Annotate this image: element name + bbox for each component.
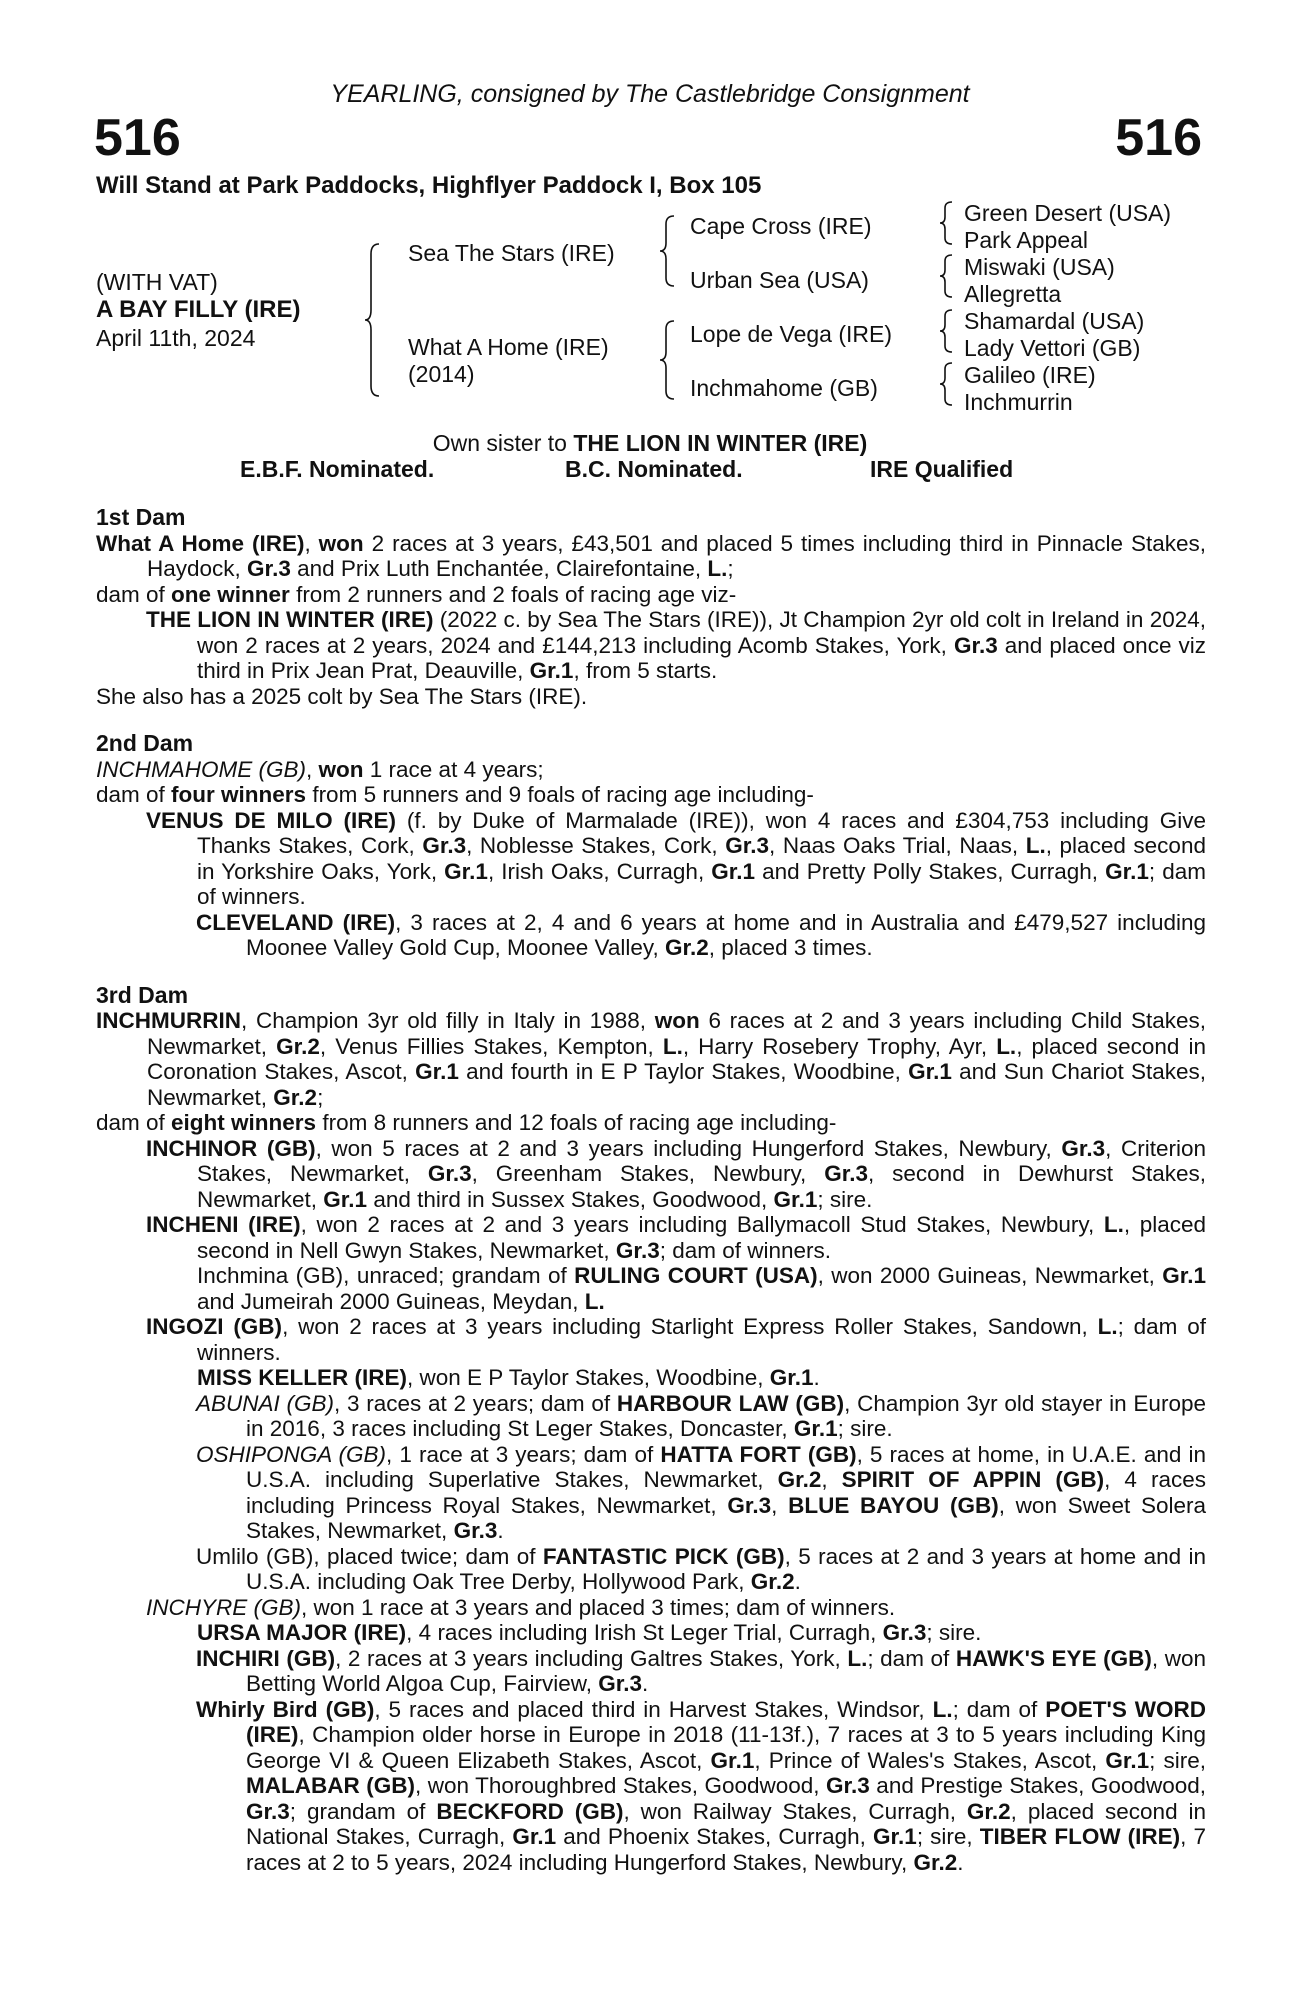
produce-entry: VENUS DE MILO (IRE) (f. by Duke of Marmalade (IRE)), won 4 races and £304,753 including Give Thanks Stakes, Cork, Gr.3, Noblesse Stakes, Cork, Gr.3, Naas Oaks Trial, Naas, L., placed second in Yorkshire Oaks, York, Gr.1, Irish Oaks, Curragh, Gr.1 and Pretty Polly Stakes, Curragh, Gr.1; dam of winners. [146, 807, 1207, 909]
pedigree-brace-dam [660, 318, 680, 402]
produce-summary: dam of four winners from 5 runners and 9 foals of racing age including- [96, 782, 814, 807]
produce-entry: INCHYRE (GB), won 1 race at 3 years and placed 3 times; dam of winners. [146, 1594, 896, 1620]
pedigree-sire: Sea The Stars (IRE) [408, 240, 615, 266]
pedigree-brace-sire [660, 213, 680, 289]
produce-entry: Whirly Bird (GB), 5 races and placed third in Harvest Stakes, Windsor, L.; dam of POET'S WORD (IRE), Champion older horse in Europe in 2018 (11-13f.), 7 races at 3 to 5 years including King George VI & Queen Elizabeth Stakes, Ascot, Gr.1, Prince of Wales's Stakes, Ascot, Gr.1; sire, MALABAR (GB), won Thoroughbred Stakes, Goodwood, Gr.3 and Prestige Stakes, Goodwood, Gr.3; grandam of BECKFORD (GB), won Railway Stakes, Curragh, Gr.2, placed second in National Stakes, Curragh, Gr.1 and Phoenix Stakes, Curragh, Gr.1; sire, TIBER FLOW (IRE), 7 races at 2 to 5 years, 2024 including Hungerford Stakes, Newbury, Gr.2. [196, 1696, 1206, 1875]
section-heading: 1st Dam [96, 504, 186, 530]
produce-entry: ABUNAI (GB), 3 races at 2 years; dam of HARBOUR LAW (GB), Champion 3yr old stayer in Europe in 2016, 3 races including St Leger Stakes, Doncaster, Gr.1; sire. [196, 1390, 1206, 1441]
pedigree-g2: Park Appeal [964, 227, 1089, 253]
first-dam-section [96, 505, 1206, 709]
produce-entry: INCHINOR (GB), won 5 races at 2 and 3 years including Hungerford Stakes, Newbury, Gr.3, Criterion Stakes, Newmarket, Gr.3, Greenham Stakes, Newbury, Gr.3, second in Dewhurst Stakes, Newmarket, Gr.1 and third in Sussex Stakes, Goodwood, Gr.1; sire. [146, 1135, 1206, 1212]
ebf-nominated: E.B.F. Nominated. [240, 456, 435, 482]
own-sister-line: Own sister to THE LION IN WINTER (IRE) [432, 430, 868, 456]
bc-nominated: B.C. Nominated. [565, 456, 743, 482]
dam-paragraph: What A Home (IRE), won 2 races at 3 years, £43,501 and placed 5 times including third in Pinnacle Stakes, Haydock, Gr.3 and Prix Luth Enchantée, Clairefontaine, L.; [96, 530, 1206, 581]
pedigree-g1: Green Desert (USA) [964, 200, 1172, 226]
lot-info [96, 268, 301, 352]
pedigree-dam-year: (2014) [408, 361, 475, 387]
ire-qualified: IRE Qualified [870, 456, 1014, 482]
produce-summary: dam of one winner from 2 runners and 2 foals of racing age viz- [96, 581, 737, 607]
produce-entry: INCHENI (IRE), won 2 races at 2 and 3 years including Ballymacoll Stud Stakes, Newbury, L., placed second in Nell Gwyn Stakes, Newmarket, Gr.3; dam of winners. [146, 1212, 1206, 1263]
third-dam-section [96, 983, 1206, 1876]
produce-entry: URSA MAJOR (IRE), 4 races including Irish St Leger Trial, Curragh, Gr.3; sire. [197, 1620, 982, 1645]
section-heading: 3rd Dam [96, 981, 189, 1008]
produce-entry: INCHIRI (GB), 2 races at 3 years including Galtres Stakes, York, L.; dam of HAWK'S EYE (GB), won Betting World Algoa Cup, Fairview, Gr.3. [196, 1645, 1206, 1696]
pedigree-brace-g34 [940, 253, 956, 299]
pedigree-brace-g12 [940, 200, 956, 246]
section-heading: 2nd Dam [96, 730, 194, 756]
pedigree-dam: What A Home (IRE) [408, 334, 609, 360]
produce-entry: INGOZI (GB), won 2 races at 3 years including Starlight Express Roller Stakes, Sandown, L.; dam of winners. [146, 1314, 1207, 1365]
vat-label: (WITH VAT) [96, 269, 218, 295]
foaling-date: April 11th, 2024 [96, 325, 256, 351]
lot-number-left: 516 [94, 109, 181, 167]
dam-paragraph: INCHMURRIN, Champion 3yr old filly in Italy in 1988, won 6 races at 2 and 3 years including Child Stakes, Newmarket, Gr.2, Venus Fillies Stakes, Kempton, L., Harry Rosebery Trophy, Ayr, L., placed second in Coronation Stakes, Ascot, Gr.1 and fourth in E P Taylor Stakes, Woodbine, Gr.1 and Sun Chariot Stakes, Newmarket, Gr.2; [96, 1008, 1206, 1110]
pedigree-brace-main [365, 240, 385, 400]
lot-number-right: 516 [1115, 109, 1202, 167]
pedigree-g8: Inchmurrin [964, 389, 1073, 415]
dam-history [96, 505, 1206, 1897]
produce-summary: dam of eight winners from 8 runners and 12 foals of racing age including- [96, 1110, 837, 1135]
dam-paragraph: INCHMAHOME (GB), won 1 race at 4 years; [96, 756, 544, 782]
pedigree-dam-sire: Lope de Vega (IRE) [690, 321, 893, 347]
produce-entry: Inchmina (GB), unraced; grandam of RULING COURT (USA), won 2000 Guineas, Newmarket, Gr.1 and Jumeirah 2000 Guineas, Meydan, L. [197, 1263, 1206, 1314]
consignment-subtitle: YEARLING, consigned by The Castlebridge Consignment [330, 80, 970, 108]
pedigree-sire-sire: Cape Cross (IRE) [690, 213, 872, 239]
produce-entry: OSHIPONGA (GB), 1 race at 3 years; dam of HATTA FORT (GB), 5 races at home, in U.A.E. and in U.S.A. including Superlative Stakes, Newmarket, Gr.2, SPIRIT OF APPIN (GB), 4 races including Princess Royal Stakes, Newmarket, Gr.3, BLUE BAYOU (GB), won Sweet Solera Stakes, Newmarket, Gr.3. [196, 1441, 1206, 1543]
pedigree-brace-g78 [940, 361, 956, 407]
produce-entry: MISS KELLER (IRE), won E P Taylor Stakes, Woodbine, Gr.1. [197, 1365, 820, 1390]
produce-entry: CLEVELAND (IRE), 3 races at 2, 4 and 6 years at home and in Australia and £479,527 including Moonee Valley Gold Cup, Moonee Valley, Gr.2, placed 3 times. [196, 909, 1206, 960]
pedigree-g4: Allegretta [964, 281, 1062, 307]
produce-note: She also has a 2025 colt by Sea The Stars (IRE). [96, 683, 588, 709]
produce-entry: Umlilo (GB), placed twice; dam of FANTASTIC PICK (GB), 5 races at 2 and 3 years at home and in U.S.A. including Oak Tree Derby, Hollywood Park, Gr.2. [196, 1543, 1206, 1594]
pedigree-g5: Shamardal (USA) [964, 308, 1145, 334]
nominations-line [240, 456, 1013, 483]
lot-name: A BAY FILLY (IRE) [96, 296, 301, 323]
stand-location: Will Stand at Park Paddocks, Highflyer Paddock I, Box 105 [96, 172, 762, 199]
pedigree-brace-g56 [940, 308, 956, 354]
pedigree-g6: Lady Vettori (GB) [964, 335, 1141, 361]
second-dam-section [96, 731, 1206, 961]
produce-entry: THE LION IN WINTER (IRE) (2022 c. by Sea The Stars (IRE)), Jt Champion 2yr old colt in Ireland in 2024, won 2 races at 2 years, 2024 and £144,213 including Acomb Stakes, York, Gr.3 and placed once viz third in Prix Jean Prat, Deauville, Gr.1, from 5 starts. [146, 607, 1206, 683]
pedigree-g3: Miswaki (USA) [964, 254, 1115, 280]
pedigree-g7: Galileo (IRE) [964, 362, 1096, 388]
pedigree-dam-dam: Inchmahome (GB) [690, 375, 878, 401]
pedigree-sire-dam: Urban Sea (USA) [690, 267, 869, 293]
sister-name: THE LION IN WINTER (IRE) [573, 430, 868, 456]
